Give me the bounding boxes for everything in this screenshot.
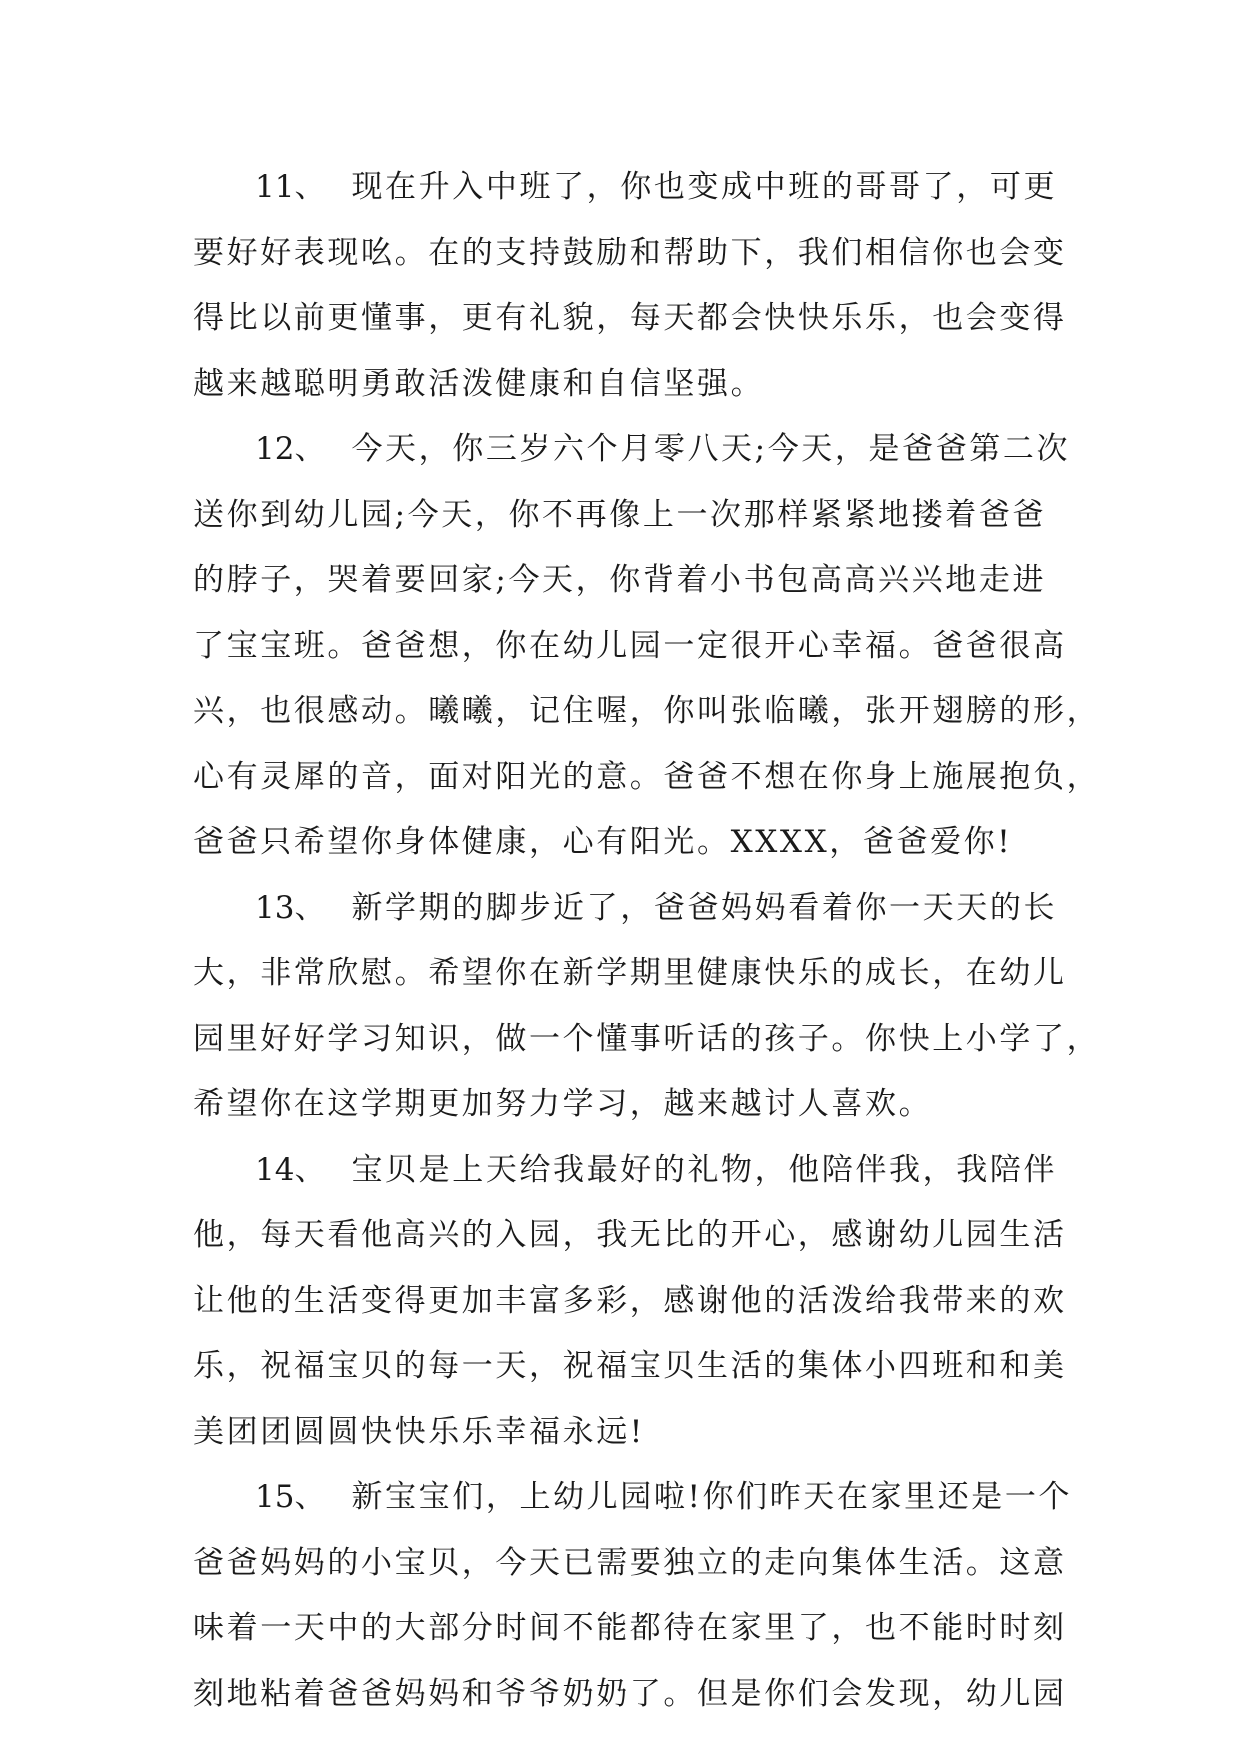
paragraph-12 [193, 417, 1101, 876]
paragraph-13 [193, 876, 1101, 1138]
paragraph-line: 乐，祝福宝贝的每一天，祝福宝贝生活的集体小四班和和美 [193, 1348, 1067, 1384]
paragraph-number: 11、 [255, 169, 326, 205]
paragraph-number: 12、 [255, 431, 326, 467]
paragraph-line: 园里好好学习知识，做一个懂事听话的孩子。你快上小学了， [193, 1020, 1101, 1057]
paragraph-line: 兴，也很感动。曦曦，记住喔，你叫张临曦，张开翅膀的形， [193, 693, 1101, 729]
paragraph-line: 他，每天看他高兴的入园，我无比的开心，感谢幼儿园生活 [193, 1217, 1067, 1253]
paragraph-line: 要好好表现吆。在的支持鼓励和帮助下，我们相信你也会变 [193, 234, 1067, 271]
document-body [193, 155, 1101, 1727]
paragraph-14 [193, 1138, 1067, 1466]
paragraph-line: 11、 现在升入中班了，你也变成中班的哥哥了，可更 [255, 169, 1058, 205]
paragraph-line: 爸爸只希望你身体健康，心有阳光。XXXX，爸爸爱你! [193, 824, 1013, 860]
paragraph-line: 送你到幼儿园;今天，你不再像上一次那样紧紧地搂着爸爸 [193, 496, 1047, 533]
paragraph-line: 爸爸妈妈的小宝贝，今天已需要独立的走向集体生活。这意 [193, 1544, 1067, 1581]
paragraph-line: 希望你在这学期更加努力学习，越来越讨人喜欢。 [193, 1086, 933, 1122]
paragraph-line: 15、 新宝宝们，上幼儿园啦!你们昨天在家里还是一个 [255, 1479, 1073, 1515]
paragraph-number: 13、 [255, 889, 326, 926]
paragraph-line: 了宝宝班。爸爸想，你在幼儿园一定很开心幸福。爸爸很高 [193, 627, 1067, 664]
paragraph-line: 12、 今天，你三岁六个月零八天;今天，是爸爸第二次 [255, 431, 1071, 467]
paragraph-11 [193, 155, 1067, 417]
paragraph-line: 13、 新学期的脚步近了，爸爸妈妈看着你一天天的长 [255, 889, 1058, 926]
paragraph-line: 得比以前更懂事，更有礼貌，每天都会快快乐乐，也会变得 [193, 300, 1067, 336]
paragraph-line: 美团团圆圆快快乐乐幸福永远! [193, 1413, 645, 1450]
paragraph-number: 14、 [255, 1151, 326, 1188]
paragraph-line: 的脖子，哭着要回家;今天，你背着小书包高高兴兴地走进 [193, 562, 1047, 598]
paragraph-line: 心有灵犀的音，面对阳光的意。爸爸不想在你身上施展抱负， [193, 758, 1101, 795]
paragraph-number: 15、 [255, 1479, 326, 1515]
paragraph-line: 越来越聪明勇敢活泼健康和自信坚强。 [193, 365, 765, 402]
paragraph-line: 刻地粘着爸爸妈妈和爷爷奶奶了。但是你们会发现，幼儿园 [193, 1675, 1067, 1712]
paragraph-15 [193, 1465, 1073, 1727]
paragraph-line: 让他的生活变得更加丰富多彩，感谢他的活泼给我带来的欢 [193, 1282, 1067, 1319]
paragraph-line: 14、 宝贝是上天给我最好的礼物，他陪伴我，我陪伴 [255, 1151, 1058, 1188]
paragraph-line: 味着一天中的大部分时间不能都待在家里了，也不能时时刻 [193, 1610, 1067, 1646]
paragraph-line: 大，非常欣慰。希望你在新学期里健康快乐的成长，在幼儿 [193, 955, 1067, 991]
